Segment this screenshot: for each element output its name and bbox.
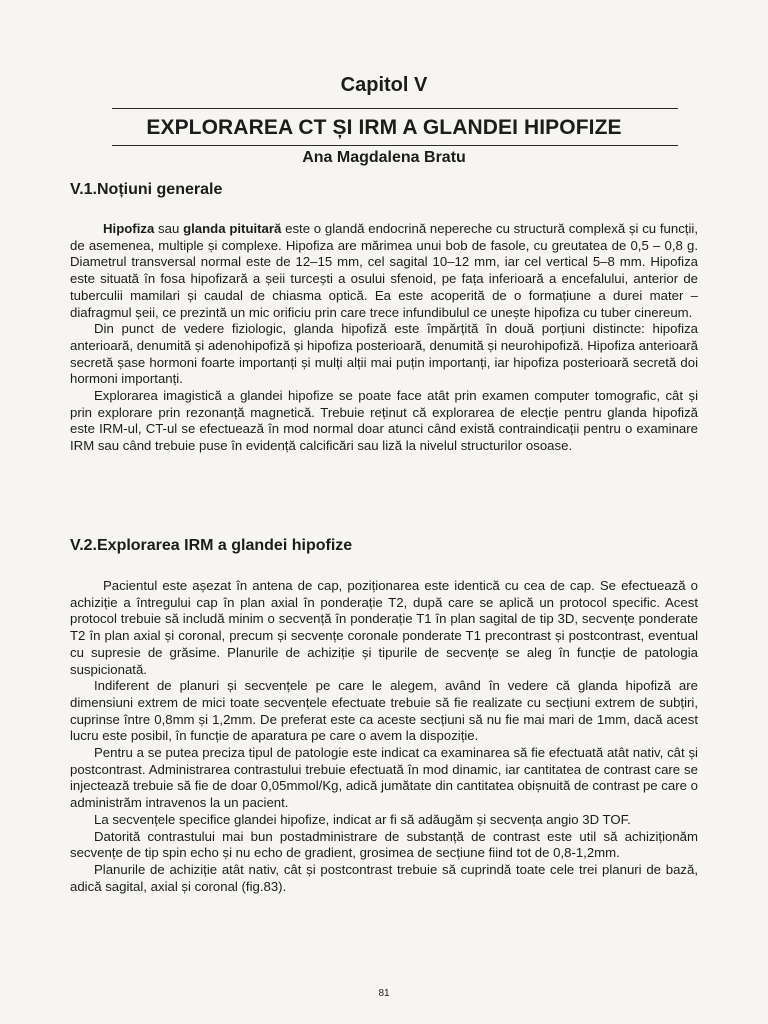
text-run: sau xyxy=(154,221,184,236)
paragraph: Datorită contrastului mai bun postadministrare de substanță de contrast este util să achiziționăm secvențe de tip spin echo și nu echo de gradient, grosimea de secțiune fiind tot de 0,8-1,2mm. xyxy=(70,828,698,861)
chapter-label: Capitol V xyxy=(340,74,428,96)
term-hipofiza: Hipofiza xyxy=(103,221,155,236)
paragraph: Pentru a se putea preciza tipul de patologie este indicat ca examinarea să fie efectuată atât nativ, cât și postcontrast. Administrarea contrastului trebuie efectuată în mod dinamic, iar cantitatea de contrast care se injectează trebuie să fie de doar 0,05mmol/Kg, adică jumătate din cantitatea obișnuită de contrast pe care o administrăm intravenos la un pacient. xyxy=(70,745,698,811)
section-2-heading: V.2.Explorarea IRM a glandei hipofize xyxy=(70,537,353,554)
paragraph: Planurile de achiziție atât nativ, cât și postcontrast trebuie să cuprindă toate cele trei planuri de bază, adică sagital, axial și coronal (fig.83). xyxy=(70,861,698,894)
author-name: Ana Magdalena Bratu xyxy=(302,149,466,166)
text-run: este o glandă endocrină nepereche cu structură complexă și cu funcții, de asemenea, multiple și complexe. Hipofiza are mărimea unui bob de fasole, cu greutatea de 0,5 – 0,8 g. Diametrul transversal normal este de 12–15 mm, cel sagital 10–12 mm, iar cel vertical 5–8 mm. Hipofiza este situată în fosa hipofizară a șeii turcești a osului sfenoid, pe fața inferioară a encefalului, anterior de tuberculii mamilari și caudal de chiasma optică. Ea este acoperită de o formațiune a durei mater – diafragmul șeii, ce prezintă un mic orificiu prin care trece infundibulul ce unește hipofiza cu tuber cinereum. xyxy=(70,221,698,320)
term-glanda-pituitara: glanda pituitară xyxy=(183,221,282,236)
section-1-heading: V.1.Noțiuni generale xyxy=(70,181,223,198)
paragraph xyxy=(70,221,698,321)
page-number: 81 xyxy=(378,988,390,999)
paragraph: Indiferent de planuri și secvențele pe care le alegem, având în vedere că glanda hipofiză are dimensiuni extrem de mici toate secvențele efectuate trebuie să fie realizate cu secțiuni extrem de subțiri, cuprinse între 0,8mm și 1,2mm. De preferat este ca aceste secțiuni să nu fie mai mari de 1mm, dacă acest lucru este posibil, în funcție de aparatura pe care o avem la dispoziție. xyxy=(70,678,698,744)
title-rule-bottom xyxy=(112,145,678,146)
section-2-body xyxy=(70,578,698,895)
chapter-title: EXPLORAREA CT ȘI IRM A GLANDEI HIPOFIZE xyxy=(146,116,622,139)
section-1-body xyxy=(70,221,698,455)
paragraph: La secvențele specifice glandei hipofize, indicat ar fi să adăugăm și secvența angio 3D TOF. xyxy=(94,811,631,827)
paragraph: Explorarea imagistică a glandei hipofize se poate face atât prin examen computer tomografic, cât și prin explorare prin rezonanță magnetică. Trebuie reținut că explorarea de elecție pentru glanda hipofiză este IRM-ul, CT-ul se efectuează în mod normal doar atunci când există contraindicații pentru o examinare IRM sau când trebuie puse în evidență calcificări sau liză la nivelul structurilor osoase. xyxy=(70,388,698,454)
paragraph: Pacientul este așezat în antena de cap, poziționarea este identică cu cea de cap. Se efectuează o achiziție a întregului cap în plan axial în ponderație T2, după care se aplică un protocol specific. Acest protocol trebuie să includă minim o secvență în ponderație T1 în plan sagital de tip 3D, secvențe ponderate T2 în plan axial și coronal, precum și secvențe coronale ponderate T1 precontrast și postcontrast, eventual cu supresie de grăsime. Planurile de achiziție și tipurile de secvențe se aleg în funcție de patologia suspicionată. xyxy=(70,578,698,677)
paragraph: Din punct de vedere fiziologic, glanda hipofiză este împărțită în două porțiuni distincte: hipofiza anterioară, denumită și adenohipofiză și hipofiza posterioară, denumită și neurohipofiză. Hipofiza anterioară secretă șase hormoni foarte importanți și mulți alții mai puțin importanți, iar hipofiza posterioară secretă doi hormoni importanți. xyxy=(70,321,698,387)
title-rule-top xyxy=(112,108,678,109)
